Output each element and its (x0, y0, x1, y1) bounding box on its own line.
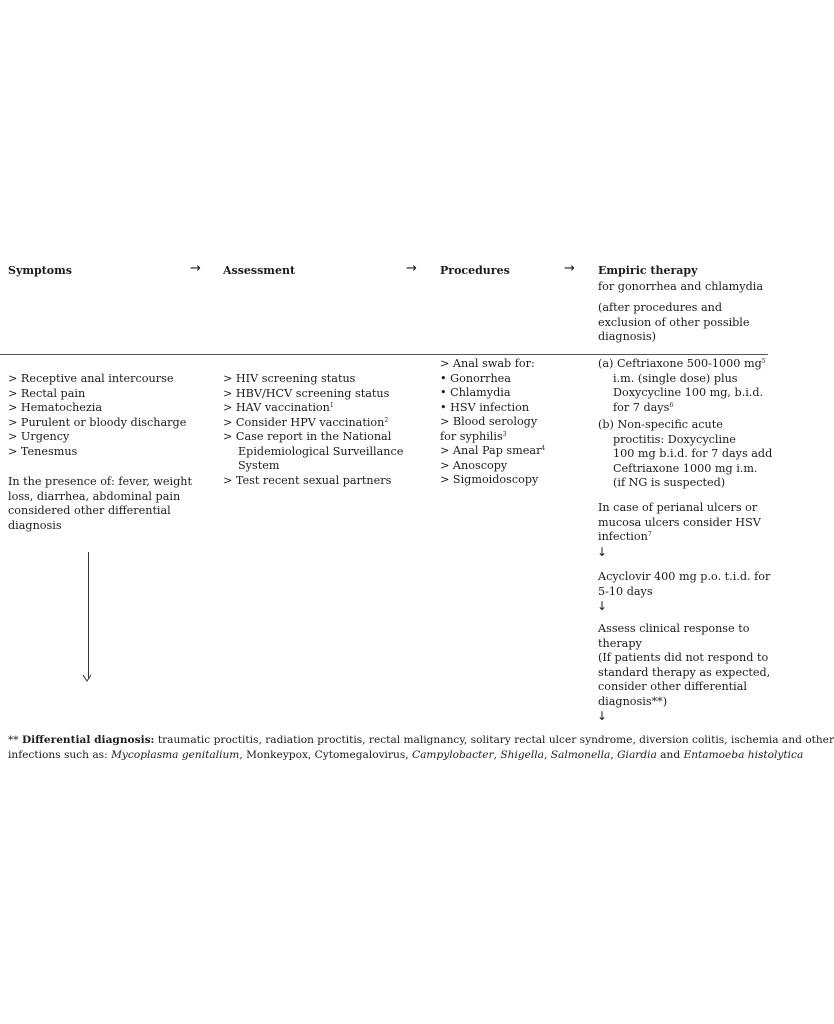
arrow-down-icon: ↓ (597, 709, 608, 723)
list-item: > HAV vaccination$^1$ (223, 401, 334, 414)
list-item: > HIV screening status (223, 372, 356, 385)
header-empiric-therapy: Empiric therapy (598, 264, 698, 277)
arrow-down-icon: ↓ (597, 599, 608, 613)
list-item: > Purulent or bloody discharge (8, 415, 187, 429)
footnote-line-1: ** Differential diagnosis: traumatic proctitis, radiation proctitis, rectal malignancy, solitary rectal ulcer syndrome, diversion colitis, ischemia and other (8, 734, 834, 746)
list-item: > Anoscopy (440, 458, 508, 472)
procedures-list (440, 357, 545, 488)
list-item: > Case report in the National (223, 430, 392, 443)
header-divider (0, 354, 768, 355)
symptoms-note: In the presence of: fever, weight loss, diarrhea, abdominal pain considered other differential diagnosis (8, 475, 192, 532)
arrow-right-icon: → (564, 261, 575, 276)
list-item: > Receptive anal intercourse (8, 372, 174, 385)
list-item: > Test recent sexual partners (223, 473, 392, 487)
therapy-option-b: (b) Non-specific acute proctitis: Doxycycline 100 mg b.i.d. for 7 days add Ceftriaxone 1000 mg i.m. (if NG is suspected) (598, 418, 773, 489)
down-arrow-line (88, 552, 89, 678)
arrow-right-icon: → (190, 261, 201, 276)
assessment-list (223, 372, 403, 488)
list-item: Epidemiological Surveillance (238, 444, 404, 458)
header-procedures: Procedures (440, 264, 510, 277)
list-item: > HBV/HCV screening status (223, 386, 390, 400)
therapy-assess: Assess clinical response to therapy (If patients did not respond to standard therapy as expected, consider other differential diagnosis**) (598, 622, 771, 708)
list-item: • Chlamydia (440, 386, 511, 399)
therapy-subtitle: for gonorrhea and chlamydia (598, 280, 764, 293)
list-item: > Blood serology (440, 415, 538, 428)
header-symptoms: Symptoms (8, 264, 72, 277)
list-item: > Anal Pap smear$^4$ (440, 444, 546, 457)
arrow-down-icon (82, 672, 92, 682)
arrow-right-icon: → (406, 261, 417, 276)
list-item: > Rectal pain (8, 386, 86, 400)
list-item: • HSV infection (440, 400, 530, 414)
list-item: > Anal swab for: (440, 357, 535, 370)
list-item: > Hematochezia (8, 401, 103, 414)
list-item: • Gonorrhea (440, 371, 511, 385)
list-item: System (238, 459, 280, 472)
list-item: for syphilis$^3$ (440, 429, 507, 443)
list-item: > Consider HPV vaccination$^2$ (223, 415, 389, 429)
therapy-acyclovir: Acyclovir 400 mg p.o. t.i.d. for 5-10 days (598, 570, 771, 598)
list-item: > Sigmoidoscopy (440, 473, 539, 486)
symptoms-list (8, 372, 186, 459)
list-item: > Urgency (8, 430, 70, 443)
list-item: > Tenesmus (8, 444, 78, 458)
therapy-option-a: (a) Ceftriaxone 500-1000 $mg^5$ i.m. (single dose) plus Doxycycline 100 mg, b.i.d. for 7 days$^6$ (598, 357, 766, 414)
therapy-condition: (after procedures and exclusion of other possible diagnosis) (598, 301, 750, 343)
arrow-down-icon: ↓ (597, 545, 608, 559)
therapy-ulcers: In case of perianal ulcers or mucosa ulcers consider HSV infection$^7$ (598, 501, 761, 543)
header-assessment: Assessment (223, 264, 296, 277)
footnote-line-2: infections such as: Mycoplasma genitalium, Monkeypox, Cytomegalovirus, Campylobacter, Shigella, Salmonella, Giardia and Entamoeba histolytica (8, 749, 804, 761)
